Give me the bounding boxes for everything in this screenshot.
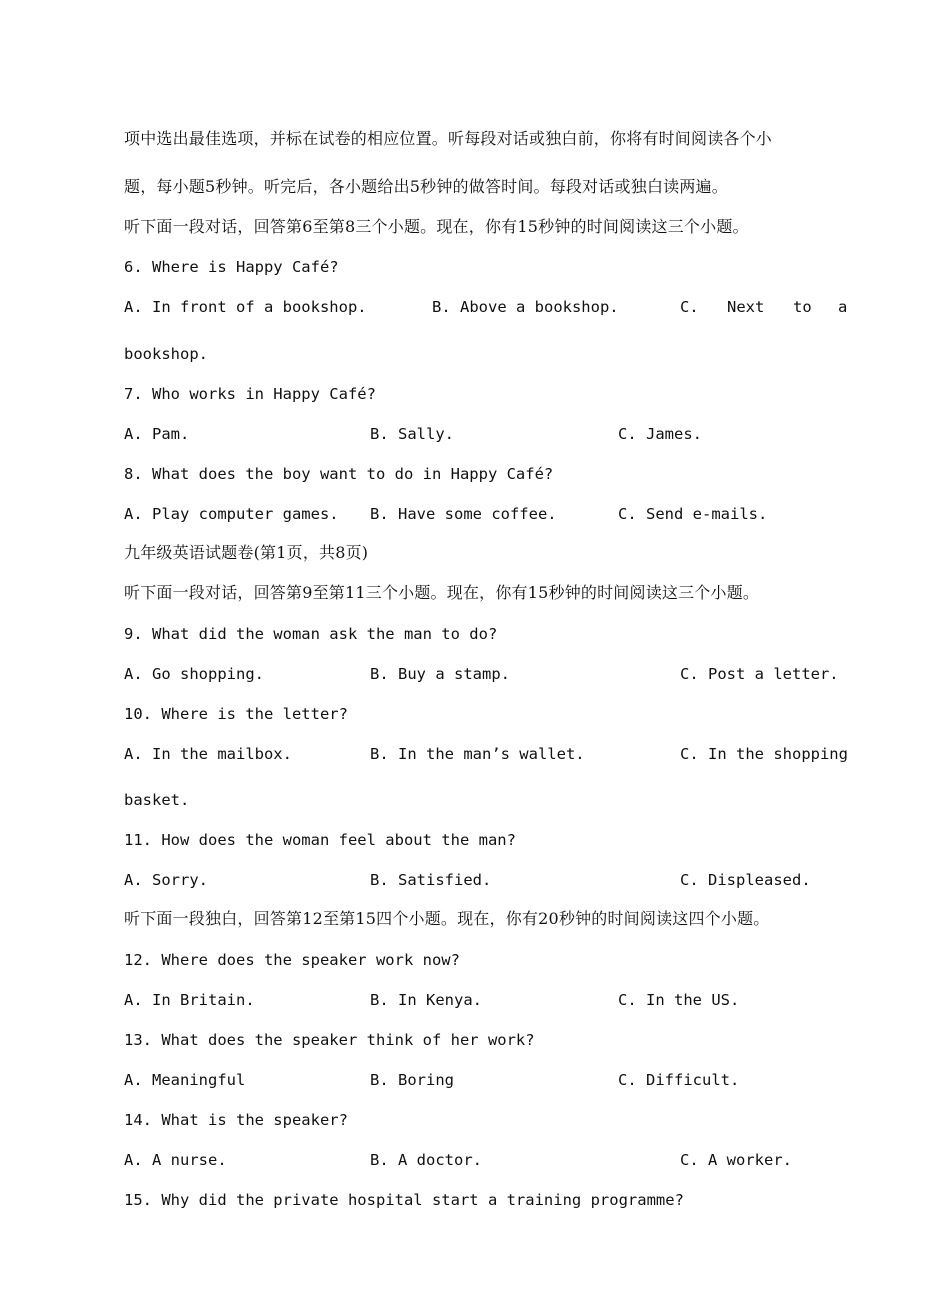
question-10: 10. Where is the letter? — [124, 705, 348, 723]
option-c-word: to — [793, 298, 812, 316]
question-8-options — [0, 504, 950, 524]
option-c: C. Post a letter. — [680, 665, 839, 683]
question-13-options — [0, 1070, 950, 1090]
page-footer: 九年级英语试题卷(第1页，共8页) — [124, 543, 369, 562]
instructions-line-1: 项中选出最佳选项，并标在试卷的相应位置。听每段对话或独白前，你将有时间阅读各个小 — [124, 129, 773, 148]
section-2-intro: 听下面一段对话，回答第9至第11三个小题。现在，你有15秒钟的时间阅读这三个小题。 — [124, 583, 760, 602]
question-13: 13. What does the speaker think of her work? — [124, 1031, 535, 1049]
option-b: B. Boring — [370, 1071, 454, 1089]
option-c-continued: basket. — [124, 791, 190, 809]
option-a: A. A nurse. — [124, 1151, 227, 1169]
option-c: C. In the US. — [618, 991, 740, 1009]
option-a: A. Play computer games. — [124, 505, 339, 523]
option-a: A. Pam. — [124, 425, 190, 443]
option-a: A. In front of a bookshop. — [124, 298, 367, 316]
option-b: B. Satisfied. — [370, 871, 492, 889]
question-12-options — [0, 990, 950, 1010]
option-c: C. Displeased. — [680, 871, 811, 889]
option-c: C. A worker. — [680, 1151, 792, 1169]
option-b: B. Sally. — [370, 425, 454, 443]
option-c-word: a — [838, 298, 848, 316]
option-b: B. A doctor. — [370, 1151, 482, 1169]
option-c: C. Send e-mails. — [618, 505, 768, 523]
option-b: B. Above a bookshop. — [432, 298, 619, 316]
option-a: A. Meaningful — [124, 1071, 246, 1089]
option-a: A. In the mailbox. — [124, 745, 292, 763]
question-10-options — [0, 744, 950, 764]
instructions-line-2: 题，每小题5秒钟。听完后，各小题给出5秒钟的做答时间。每段对话或独白读两遍。 — [124, 177, 728, 196]
option-b: B. In Kenya. — [370, 991, 482, 1009]
section-3-intro: 听下面一段独白，回答第12至第15四个小题。现在，你有20秒钟的时间阅读这四个小题。 — [124, 909, 770, 928]
option-b: B. Buy a stamp. — [370, 665, 510, 683]
option-c: C. James. — [618, 425, 702, 443]
question-6-options — [0, 297, 950, 317]
question-7: 7. Who works in Happy Café? — [124, 385, 376, 403]
question-11: 11. How does the woman feel about the man? — [124, 831, 516, 849]
question-15: 15. Why did the private hospital start a training programme? — [124, 1191, 684, 1209]
option-c: C. Difficult. — [618, 1071, 740, 1089]
question-9-options — [0, 664, 950, 684]
question-14: 14. What is the speaker? — [124, 1111, 348, 1129]
question-14-options — [0, 1150, 950, 1170]
question-8: 8. What does the boy want to do in Happy Café? — [124, 465, 554, 483]
question-9: 9. What did the woman ask the man to do? — [124, 625, 498, 643]
question-12: 12. Where does the speaker work now? — [124, 951, 460, 969]
option-c: C. In the shopping — [680, 745, 848, 763]
question-6: 6. Where is Happy Café? — [124, 258, 339, 276]
option-c-label: C. — [680, 298, 699, 316]
section-1-intro: 听下面一段对话，回答第6至第8三个小题。现在，你有15秒钟的时间阅读这三个小题。 — [124, 217, 749, 236]
option-a: A. Go shopping. — [124, 665, 264, 683]
option-a: A. In Britain. — [124, 991, 255, 1009]
option-b: B. Have some coffee. — [370, 505, 557, 523]
option-b: B. In the man’s wallet. — [370, 745, 585, 763]
option-c-continued: bookshop. — [124, 345, 208, 363]
option-a: A. Sorry. — [124, 871, 208, 889]
question-11-options — [0, 870, 950, 890]
option-c-word: Next — [727, 298, 765, 316]
question-7-options — [0, 424, 950, 444]
